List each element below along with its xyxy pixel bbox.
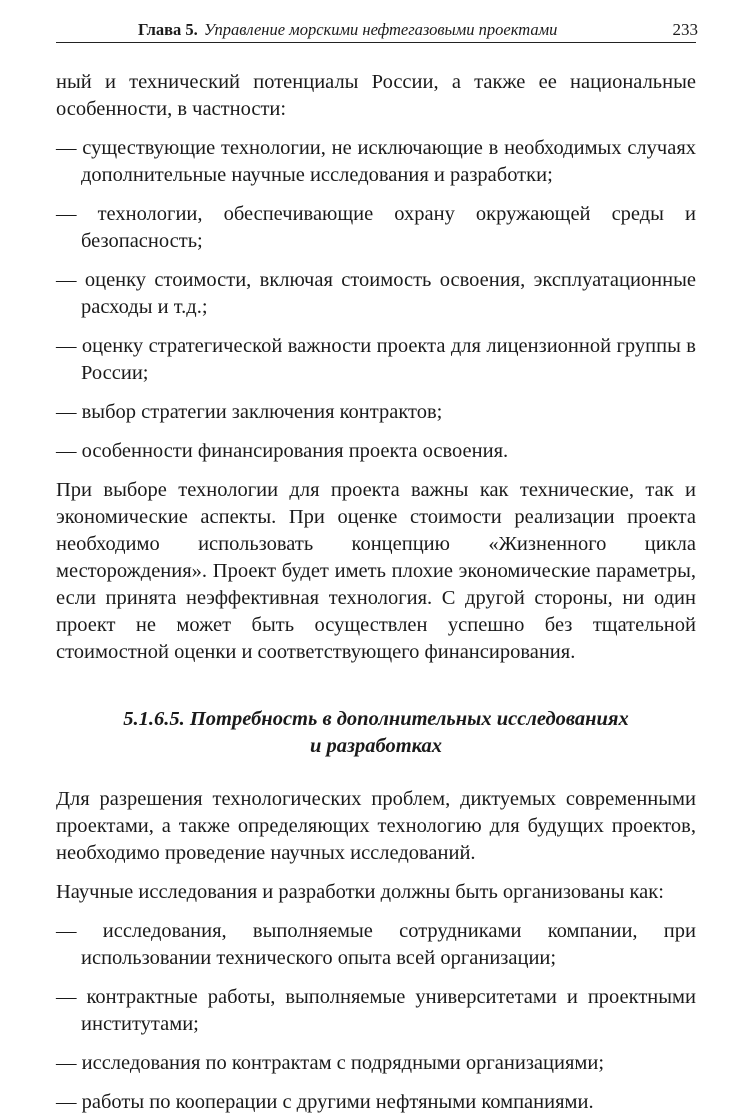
list-item: — исследования, выполняемые сотрудниками компании, при использовании технического опыта всей организации; xyxy=(56,920,696,969)
chapter-label: Глава 5. xyxy=(138,20,198,39)
chapter-heading xyxy=(138,20,557,40)
list-item: — выбор стратегии заключения контрактов; xyxy=(56,401,443,423)
list-item: — контрактные работы, выполняемые университетами и проектными институтами; xyxy=(56,986,696,1035)
technology-choice-paragraph: При выборе технологии для проекта важны как технические, так и экономические аспекты. При оценке стоимости реализации проекта необходимо использовать концепцию «Жизненного цикла месторождения». Проект будет иметь плохие экономические параметры, если принята неэффективная технология. С другой стороны, ни один проект не может быть осуществлен успешно без тщательной стоимостной оценки и соответствующего финансирования. xyxy=(56,479,696,663)
page-number: 233 xyxy=(672,20,698,39)
section-heading xyxy=(56,706,696,760)
intro-paragraph: ный и технический потенциалы России, а также ее национальные особенности, в частности: xyxy=(56,71,696,120)
research-need-paragraph: Для разрешения технологических проблем, диктуемых современными проектами, а также определяющих технологию для будущих проектов, необходимо проведение научных исследований. xyxy=(56,788,696,864)
list-item: — работы по кооперации с другими нефтяными компаниями. xyxy=(56,1091,594,1113)
research-forms-list xyxy=(56,918,696,1116)
list-item: — исследования по контрактам с подрядными организациями; xyxy=(56,1052,605,1074)
chapter-title: Управление морскими нефтегазовыми проектами xyxy=(203,20,558,39)
section-heading-line: 5.1.6.5. Потребность в дополнительных исследованиях xyxy=(123,708,629,730)
list-item: — оценку стоимости, включая стоимость освоения, эксплуатационные расходы и т.д.; xyxy=(56,269,696,318)
running-header xyxy=(56,16,696,43)
research-organization-paragraph: Научные исследования и разработки должны быть организованы как: xyxy=(56,881,664,903)
list-item: — технологии, обеспечивающие охрану окружающей среды и безопасность; xyxy=(56,203,696,252)
book-page xyxy=(56,16,696,1116)
list-item: — особенности финансирования проекта освоения. xyxy=(56,440,509,462)
list-item: — оценку стратегической важности проекта для лицензионной группы в России; xyxy=(56,335,696,384)
requirements-list xyxy=(56,135,696,465)
page-body xyxy=(56,69,696,1116)
section-heading-line: и разработках xyxy=(309,735,443,757)
list-item: — существующие технологии, не исключающие в необходимых случаях дополнительные научные исследования и разработки; xyxy=(56,137,696,186)
